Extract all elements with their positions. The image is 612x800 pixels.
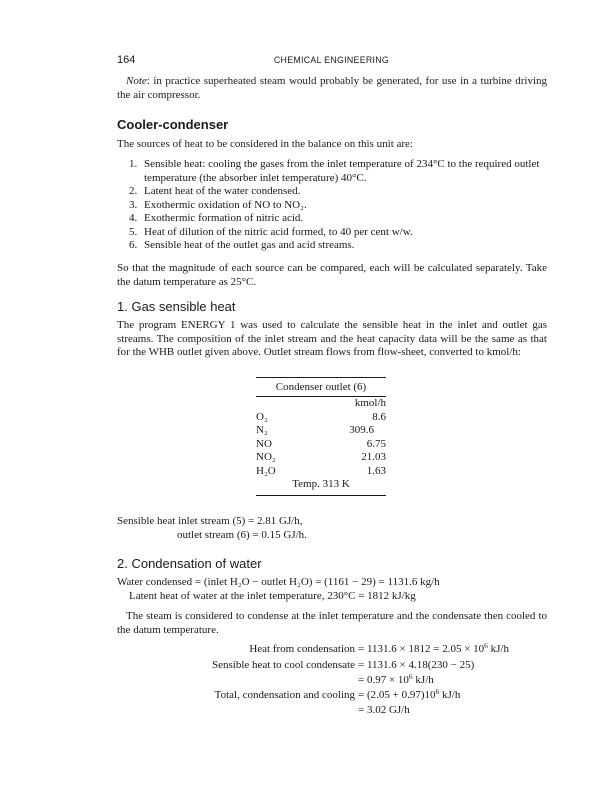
eq-exponent: 6 [408,672,413,681]
component-cell: H₂O [256,464,276,477]
eq-value-cooling-result [358,674,434,688]
eq-unit: kJ/h [412,674,434,686]
gas-paragraph: The program ENERGY 1 was used to calculate the sensible heat in the inlet and outlet gas streams. The composition of the inlet stream and the heat capacity data will be the same as that for the WHB outlet given above. Outlet stream flows from flow-sheet, converted to kmol/h: [117,319,547,358]
eq-text: = (2.05 + 0.97)10 [358,689,436,701]
sensible-heat-outlet: outlet stream (6) = 0.15 GJ/h. [177,529,307,541]
eq-text: = 0.97 × 10 [358,674,409,686]
value-cell: 309.6 [349,424,374,437]
value-cell: 21.03 [361,451,386,464]
eq-exponent: 6 [435,687,440,696]
list-item-text: Sensible heat of the outlet gas and acid streams. [144,239,355,251]
value-cell: 8.6 [372,410,386,423]
table-row [256,410,386,424]
note-paragraph [117,75,547,102]
component-cell: N₂ [256,424,268,437]
note-text: : in practice superheated steam would probably be generated, for use in a turbine driving the air compressor. [117,75,547,101]
list-item-text: Exothermic oxidation of NO to NO₂. [144,198,307,211]
list-item-text: Latent heat of the water condensed. [144,185,301,197]
heading-condensation-of-water: 2. Condensation of water [117,556,262,571]
list-item: 1. Sensible heat: cooling the gases from the inlet temperature of 234°C to the required outlet temperature (the absorber inlet temperature) 40°C. [129,158,540,184]
list-item-text: Sensible heat: cooling the gases from the inlet temperature of 234°C to the required outlet temperature (the absorber inlet temperature) 40°C. [144,158,540,184]
water-condensed-line: Water condensed = (inlet H₂O − outlet H₂O) = (1161 − 29) = 1131.6 kg/h [117,576,440,588]
list-item: 4. Exothermic formation of nitric acid. [129,212,304,224]
list-item-text: Heat of dilution of the nitric acid formed, to 40 per cent w/w. [144,225,413,238]
eq-unit: kJ/h [439,689,461,701]
eq-text: = 1131.6 × 1812 = 2.05 × 10 [358,643,485,655]
condenser-outlet-table [256,377,386,496]
heading-cooler-condenser: Cooler-condenser [117,117,229,132]
value-cell: 1.63 [366,464,386,477]
page-header [117,54,546,68]
component-cell: NO [256,437,272,450]
table-row [256,451,386,465]
list-item-text: Exothermic formation of nitric acid. [144,212,304,224]
heading-gas-sensible-heat: 1. Gas sensible heat [117,299,236,314]
eq-exponent: 6 [484,641,488,650]
running-title: CHEMICAL ENGINEERING [273,55,390,65]
latent-heat-line: Latent heat of water at the inlet temperature, 230°C = 1812 kJ/kg [129,590,416,602]
note-label: Note [126,75,147,87]
list-item: 6. Sensible heat of the outlet gas and acid streams. [129,239,355,251]
table-title: Condenser outlet (6) [275,380,367,393]
table-row [256,437,386,451]
component-cell: O₂ [256,410,268,423]
eq-value-cooling: = 1131.6 × 4.18(230 − 25) [358,659,475,671]
list-item: 2. Latent heat of the water condensed. [129,185,301,197]
list-item: 3. Exothermic oxidation of NO to NO₂. [129,198,307,211]
eq-label-cooling: Sensible heat to cool condensate [212,659,355,671]
table-temp: Temp. 313 K [256,478,386,496]
eq-unit: kJ/h [487,643,509,655]
page-number: 164 [117,54,136,66]
eq-label-condensation: Heat from condensation [249,643,355,655]
cooler-outro: So that the magnitude of each source can be compared, each will be calculated separately. Take the datum temperature as 25°C. [117,262,547,288]
table-row [256,464,386,478]
eq-value-total [358,689,460,703]
cooler-intro: The sources of heat to be considered in the balance on this unit are: [117,138,413,150]
component-cell: NO₂ [256,451,276,464]
list-item: 5. Heat of dilution of the nitric acid formed, to 40 per cent w/w. [129,225,413,238]
table-row [256,424,386,438]
value-cell: 6.75 [366,437,386,450]
sensible-heat-inlet: Sensible heat inlet stream (5) = 2.81 GJ/h, [117,515,303,527]
eq-label-total: Total, condensation and cooling [214,689,355,701]
table-unit: kmol/h [354,397,386,410]
eq-value-total-gj: = 3.02 GJ/h [358,704,410,716]
heat-sources-list [117,158,547,253]
eq-value-condensation [358,643,509,657]
condense-paragraph: The steam is considered to condense at the inlet temperature and the condensate then cooled to the datum temperature. [117,610,547,636]
